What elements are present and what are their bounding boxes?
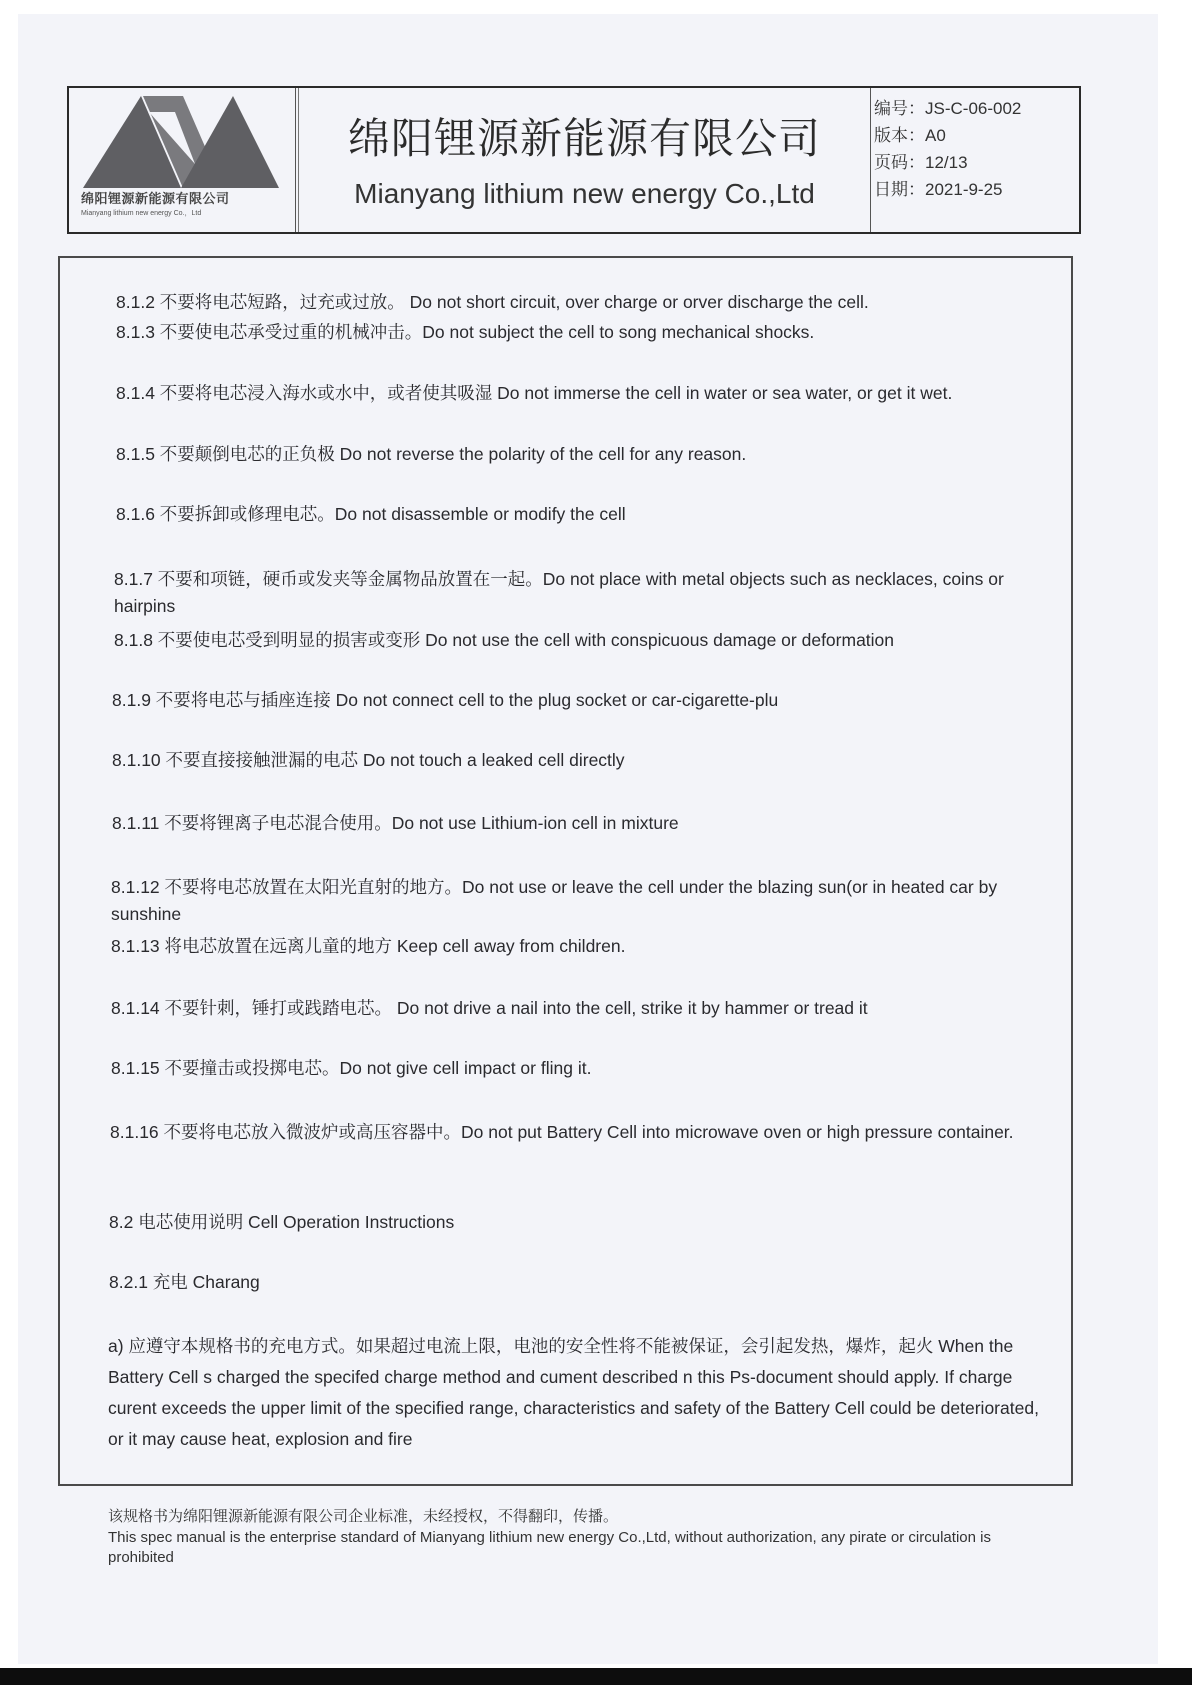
footer-notice-en: This spec manual is the enterprise standard of Mianyang lithium new energy Co.,Ltd, without authorization, any pirate or circulation is prohibited [108,1529,991,1566]
item-8-1-14: 8.1.14 不要针刺，锤打或践踏电芯。 Do not drive a nail into the cell, strike it by hammer or tread it [111,998,868,1018]
section-8-2-heading: 8.2 电芯使用说明 Cell Operation Instructions [109,1212,455,1232]
item-8-1-11: 8.1.11 不要将锂离子电芯混合使用。Do not use Lithium-ion cell in mixture [112,813,679,833]
item-8-1-3: 8.1.3 不要使电芯承受过重的机械冲击。Do not subject the cell to song mechanical shocks. [116,322,815,342]
document-meta [874,94,1074,230]
meta-doc-number: 编号：JS-C-06-002 [874,99,1022,119]
logo-triangles-icon [83,94,279,188]
item-8-1-16: 8.1.16 不要将电芯放入微波炉或高压容器中。Do not put Battery Cell into microwave oven or high pressure container. [110,1122,1014,1142]
footer-notice-cn: 该规格书为绵阳锂源新能源有限公司企业标准，未经授权，不得翻印，传播。 [108,1507,619,1525]
item-8-1-6: 8.1.6 不要拆卸或修理电芯。Do not disassemble or modify the cell [116,504,626,524]
document-header [67,86,1081,234]
item-8-2-1-a: a) 应遵守本规格书的充电方式。如果超过电流上限，电池的安全性将不能被保证，会引起发热，爆炸，起火 When the Battery Cell s charged the specifed charge method and cument described n this Ps-document should apply. If charge curent exceeds the upper limit of the specified range, characteristics and safety of the Battery Cell could be deteriorated, or it may cause heat, explosion and fire [108,1336,1039,1449]
company-logo [69,88,296,232]
item-8-1-10: 8.1.10 不要直接接触泄漏的电芯 Do not touch a leaked cell directly [112,750,625,770]
item-8-1-9: 8.1.9 不要将电芯与插座连接 Do not connect cell to the plug socket or car-cigarette-plu [112,690,779,710]
item-8-1-13: 8.1.13 将电芯放置在远离儿童的地方 Keep cell away from children. [111,936,626,956]
company-title-en: Mianyang lithium new energy Co.,Ltd [354,178,815,209]
item-8-1-2: 8.1.2 不要将电芯短路，过充或过放。 Do not short circuit, over charge or orver discharge the cell. [116,292,869,312]
item-8-1-15: 8.1.15 不要撞击或投掷电芯。Do not give cell impact or fling it. [111,1058,592,1078]
logo-company-name-en: Mianyang lithium new energy Co.，Ltd [81,210,202,217]
meta-page: 页码：12/13 [874,153,968,173]
meta-date: 日期：2021-9-25 [874,180,1003,200]
item-8-1-7: 8.1.7 不要和项链，硬币或发夹等金属物品放置在一起。Do not place with metal objects such as necklaces, coins or hairpins [114,569,1004,616]
title-block [298,88,871,232]
item-8-1-8: 8.1.8 不要使电芯受到明显的损害或变形 Do not use the cell with conspicuous damage or deformation [114,630,895,650]
meta-version: 版本：A0 [874,126,946,146]
company-title-cn: 绵阳锂源新能源有限公司 [347,114,821,163]
item-8-1-4: 8.1.4 不要将电芯浸入海水或水中，或者使其吸湿 Do not immerse the cell in water or sea water, or get it wet. [116,383,953,403]
item-8-1-12: 8.1.12 不要将电芯放置在太阳光直射的地方。Do not use or leave the cell under the blazing sun(or in heated car by sunshine [111,877,998,924]
scan-bottom-edge [0,1668,1192,1685]
item-8-1-5: 8.1.5 不要颠倒电芯的正负极 Do not reverse the polarity of the cell for any reason. [116,444,747,464]
section-8-2-1-heading: 8.2.1 充电 Charang [109,1272,260,1292]
logo-company-name-cn: 绵阳锂源新能源有限公司 [81,192,230,207]
